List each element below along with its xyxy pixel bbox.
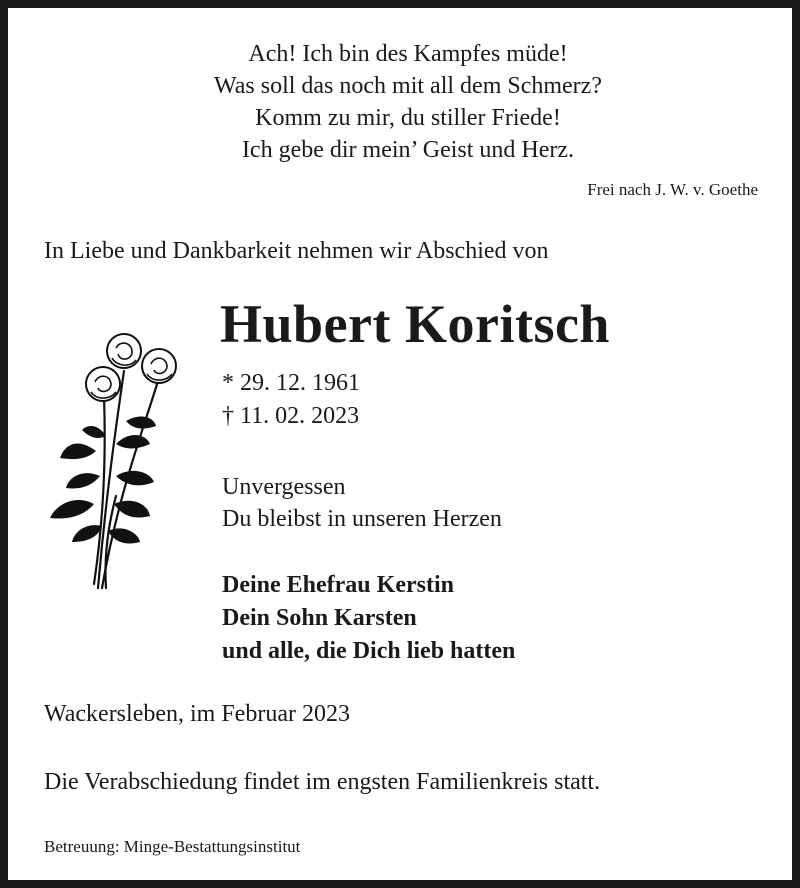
funeral-home: Betreuung: Minge-Bestattungsinstitut <box>44 837 301 856</box>
mourner-line: Deine Ehefrau Kerstin <box>222 572 454 598</box>
farewell-note: Die Verabschiedung findet im engsten Familienkreis statt. <box>44 769 601 795</box>
poem <box>8 38 800 166</box>
poem-line: Was soll das noch mit all dem Schmerz? <box>214 73 602 99</box>
memorial-line: Unvergessen <box>222 474 346 500</box>
intro-text: In Liebe und Dankbarkeit nehmen wir Abschied von <box>44 238 549 264</box>
memorial-text <box>222 471 502 535</box>
mourner-line: und alle, die Dich lieb hatten <box>222 638 516 664</box>
mourners <box>222 569 515 668</box>
poem-line: Ich gebe dir mein’ Geist und Herz. <box>241 137 575 163</box>
mourner-line: Dein Sohn Karsten <box>222 605 417 631</box>
poem-attribution: Frei nach J. W. v. Goethe <box>587 180 758 199</box>
poem-line: Ach! Ich bin des Kampfes müde! <box>248 41 568 67</box>
memorial-line: Du bleibst in unseren Herzen <box>222 506 502 532</box>
place-date: Wackersleben, im Februar 2023 <box>44 701 350 727</box>
birth-date: * 29. 12. 1961 <box>222 370 360 396</box>
death-date: † 11. 02. 2023 <box>222 403 360 429</box>
roses-icon <box>46 326 186 596</box>
deceased-name: Hubert Koritsch <box>220 294 610 354</box>
poem-line: Komm zu mir, du stiller Friede! <box>255 105 561 131</box>
